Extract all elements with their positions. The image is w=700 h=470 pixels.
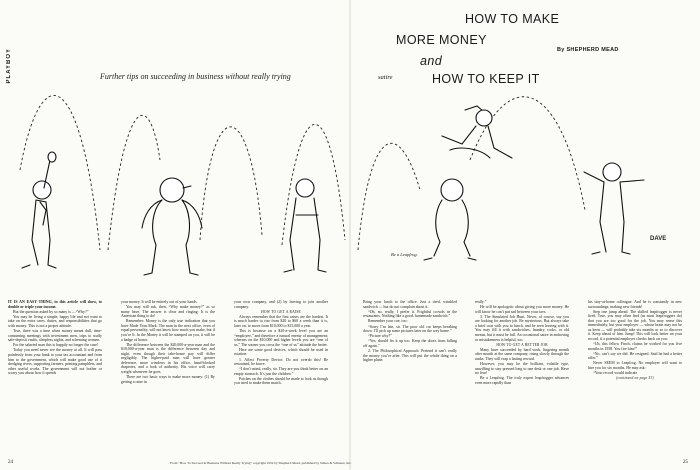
article-column-4 <box>363 300 457 363</box>
column-6-paragraph: “Uh, this fellow Finch, claims he worked for you five months in 1958. You fire him?” <box>588 342 682 351</box>
column-6-paragraph: Never SEEM to Leapfrog. No employer will want to hire you for six months. He may ask: <box>588 361 682 371</box>
column-4-paragraph: “Yes, should fix it up too. Keep the doors from falling off again.” <box>363 339 457 348</box>
illustration-caption: Be a Leapfrog. <box>391 252 418 257</box>
column-1-paragraph: You may be living a simple, happy life and not want to take on the extra cares, duties, and responsibilities that go with money. This is not a proper attitude. <box>8 314 102 328</box>
column-3-paragraph: This is because on a $20-a-week level you are an “employee,” and therefore a natural enemy of management; whereas on the $10,000 and higher levels you are “one of us.” The sooner you cross the “one of us” attitude the better. <box>234 329 328 347</box>
column-6-paragraph: “No, can’t say we did. He resigned. Said he had a better offer.” <box>588 351 682 361</box>
column-5-paragraph: 3. The Simulated Job Hunt. Never, of course, say you are looking for another job. Be mysterious. But always take a brief coat with you to lunch, and be seen leaving with it. You may fill it with sandwiches, laundry, rocks, or old menus, but it must be full. An occasional satire in endorsing or mistakenness is helpful, too. <box>475 314 569 342</box>
column-1-paragraph: IT IS AN EASY THING, in this article will show, to double or triple your income. <box>8 300 102 309</box>
column-5-paragraph: He will be apologetic about giving you more money. He will know he can’t put sad between your toes. <box>475 305 569 314</box>
column-6-paragraph: his stay-at-home colleague. And he is constantly in new surroundings, making new friends! <box>588 300 682 309</box>
article-column-6 <box>588 300 682 381</box>
column-3-paragraph: your own company, and (2) by leaving to join another company. <box>234 300 328 309</box>
genre-label: satire <box>378 74 393 81</box>
page-number-right: 25 <box>683 460 688 465</box>
copyright-credit: From “How To Succeed in Business Without Really Trying” copyright 1952 by Shepherd Mead, published by Simon & Schuster, Inc. <box>170 461 352 465</box>
column-3-paragraph: Patches on the clothes should be made to look as though you tried to make them match. <box>234 376 328 386</box>
column-4-paragraph: Bring your lunch to the office. Just a tired, wrinkled sandwich — but do not complain about it. <box>363 300 457 309</box>
title-line-2: MORE MONEY <box>396 33 487 47</box>
column-4-paragraph: Remember your cue, too: <box>368 319 408 324</box>
artist-signature: DAVE <box>650 236 667 242</box>
businessman-2-figure <box>142 178 202 275</box>
page-number-left: 24 <box>8 460 13 465</box>
businessman-5-figure <box>584 163 644 254</box>
column-3-paragraph: Always remember that the first raises are the hardest. It is much harder to rise from $20 to $60 a week than it is, later on, to move from $10,000 to $15,000 a year. <box>234 314 328 328</box>
column-6-paragraph: “Your record would indicate <box>593 371 638 376</box>
column-6-paragraph: Step one jump ahead. The skilled leapfrogger is never fired. True, you may often find (as most leapfroggers do) that you are too good for the job. You may sense this immediately, but your employer — whose brain may not be as keen — will probably take six months or so to discover it. Keep ahead of him. Jump! This will look better on your record, if a potential employer checks back on you: <box>588 309 682 341</box>
column-2-paragraph: Remember: Money is the only true indication that you have Made Your Mark. The man in the next office, even of equal personality, will not know how much you make, but if you’re It. In the Money it will be stamped on you, it will be a badge of honor. <box>121 319 215 342</box>
leapfrog-pair-figure <box>424 106 512 260</box>
title-line-1: HOW TO MAKE <box>465 12 560 26</box>
article-column-1 <box>8 300 102 376</box>
column-5-paragraph: really.” <box>475 300 487 304</box>
businessman-3-figure <box>284 179 326 272</box>
column-2-paragraph: You may still ask, then, “Why make money?” as so many have. The answer is clear and ringing: It is the American thing to do! <box>121 305 215 319</box>
continued-note: (continued on page 53) <box>616 376 654 381</box>
column-1-paragraph: True, there was a time when money meant dull, time-consuming meetings with investment men, trips to stuffy safe-deposit vaults, sleepless nights, and scheming women. <box>8 329 102 343</box>
section-heading-better-job: HOW TO GET A BETTER JOB <box>496 342 548 347</box>
column-4-paragraph: “Oh, no, really, I prefer it. Frightful crowds in the restaurants. Nothing like a good, homemade sandwich.” <box>363 309 457 319</box>
column-4-paragraph: 2. The Philosophical Approach. Pretend it can’t really the money you’re after. This will put the whole thing on a higher plane. <box>363 349 457 363</box>
magazine-spine-label: PLAYBOY <box>6 48 12 84</box>
byline: By SHEPHERD MEAD <box>557 47 619 53</box>
column-3-paragraph: “I don’t mind, really, sir. They are you think better on an empty stomach. It’s just the children.” <box>234 367 328 376</box>
column-5-paragraph: Be a Leapfrog. The truly expert leapfrogger advances even more rapidly than <box>475 376 569 385</box>
article-column-5 <box>475 300 569 386</box>
title-line-4: HOW TO KEEP IT <box>432 72 540 86</box>
column-2-paragraph: your money. It will be entirely out of your hands. <box>121 300 198 304</box>
businessman-1-figure <box>22 152 56 268</box>
column-5-paragraph: However, you may be the brilliant, volatile type, unwilling to stay pressed long to one desk or one job. Have no fear! <box>475 362 569 376</box>
column-2-paragraph: The difference between the $20,000-a-year man and the $18,000-a-year man is the difference between day and night, even though their take-home pay will differ negligibly. The higher-paid man will have greater deference, more windows in his office, hand-blocked draperies, and a look of authority. His voice will carry weight whenever he goes. <box>121 342 215 374</box>
column-4-paragraph: “Picture why?” <box>368 334 392 339</box>
column-5-paragraph: Many have succeeded by hard work, lingering month after month at the same company, rising slowly through the ranks. They will reap a lasting reward. <box>475 347 569 361</box>
title-line-3: and <box>420 54 443 68</box>
column-1-paragraph: Today you need never see the money at all. It will pass painlessly from your bank to your tax accountant and from him to the government, which will make good use of it dredging rivers, supporting farmers, printing pamphlets, and other useful works. The government will not bother or worry you about how it spends <box>8 348 102 376</box>
column-1-paragraph: But the question asked by so many is —“Why?” <box>13 309 89 314</box>
column-4-paragraph: “Sorry I’m late, sir. The poor old car keeps breaking down. I’ll pick up some pictures later on the way home.” <box>363 324 457 334</box>
column-3-paragraph: Here are some good devices, which should be used in rotation: <box>234 347 328 357</box>
column-2-paragraph: There are two basic ways to make more money: (1) By getting a raise in <box>121 375 215 384</box>
article-column-3 <box>234 300 328 387</box>
column-3-paragraph: 1. Affect Poverty Device. Do not overdo this! Be restrained, be brave. <box>234 357 328 367</box>
subtitle: Further tips on succeeding in business without really trying <box>100 72 291 81</box>
column-1-paragraph: For the salaried man this is happily no longer the case! <box>13 343 99 348</box>
article-column-2 <box>121 300 215 385</box>
section-heading-get-a-raise: HOW TO GET A RAISE <box>261 309 301 314</box>
